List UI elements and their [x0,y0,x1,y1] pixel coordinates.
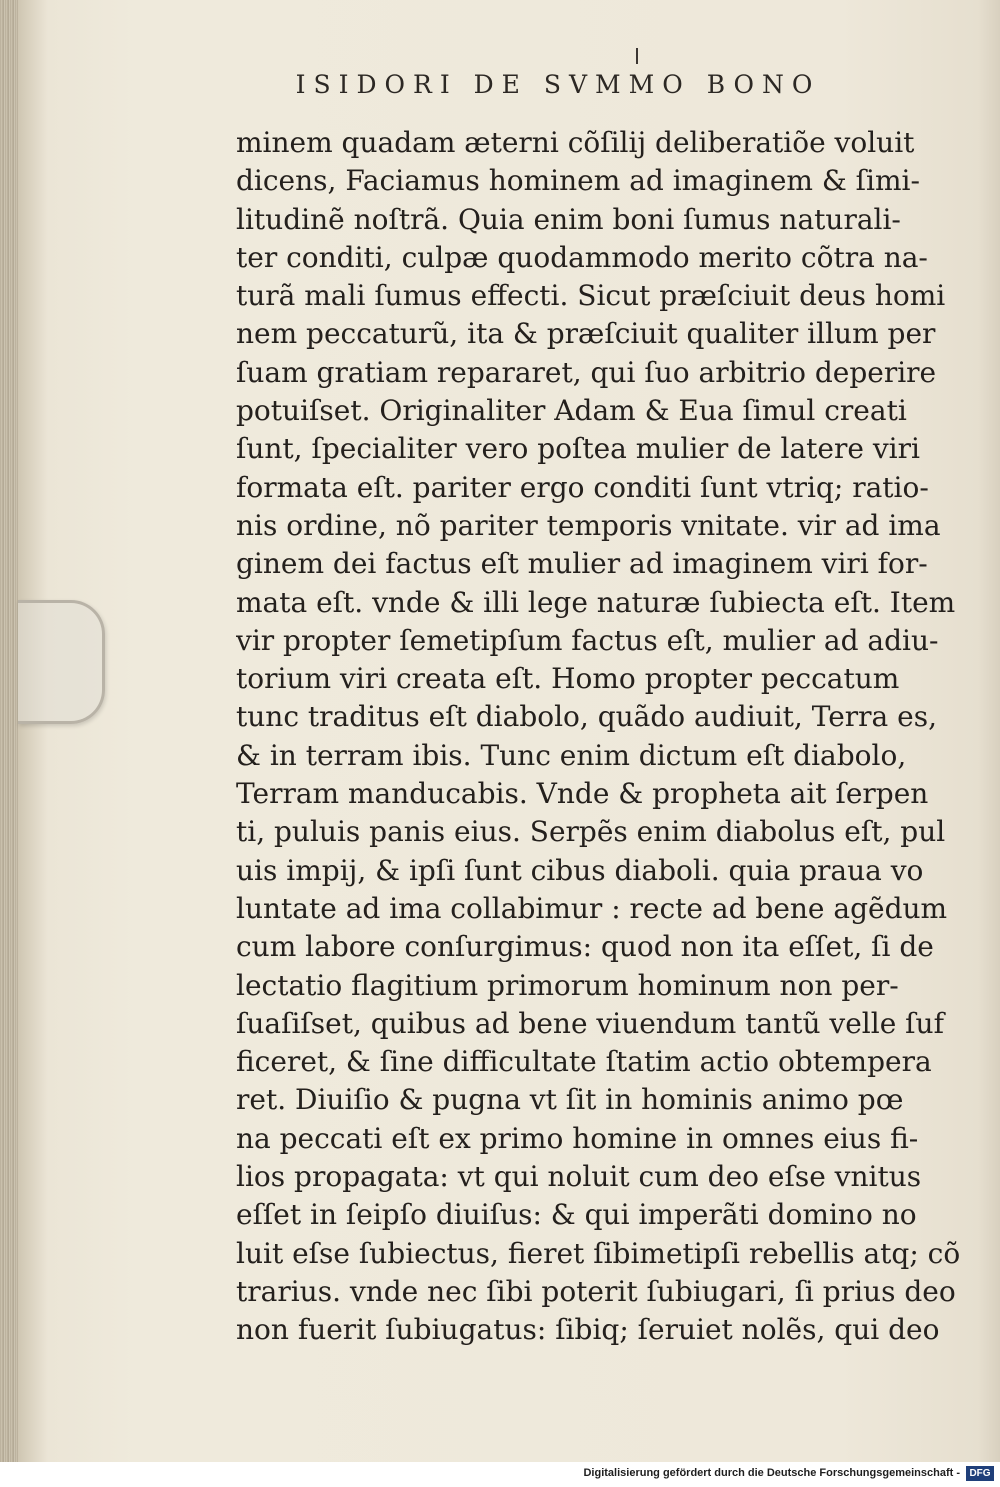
text-line: formata eſt. pariter ergo conditi ſunt vtriq; ratio- [236,470,929,504]
text-line: ti, puluis panis eius. Serpẽs enim diabolus eſt, pul [236,815,946,849]
text-line: ficeret, & ſine difficultate ſtatim actio obtempera [236,1045,932,1079]
page-clip [18,600,105,724]
text-line: cum labore conſurgimus: quod non ita eſſet, ſi de [236,930,934,964]
text-line: ſuaſiſset, quibus ad bene viuendum tantũ velle ſuf [236,1006,944,1040]
text-line: luit eſse ſubiectus, fieret ſibimetipſi rebellis atq; cõ [236,1236,961,1270]
text-line: minem quadam æterni cõſilij deliberatiõe voluit [236,126,915,159]
text-line: torium viri creata eſt. Homo propter peccatum [236,662,900,696]
page-paper [18,0,1000,1462]
text-line: & in terram ibis. Tunc enim dictum eſt diabolo, [236,738,907,772]
text-line: trarius. vnde nec ſibi poterit ſubiugari, ſi prius deo [236,1274,956,1308]
text-line: na peccati eſt ex primo homine in omnes eius fi- [236,1121,919,1155]
text-line: nis ordine, nõ pariter temporis vnitate. vir ad ima [236,508,941,542]
text-line: vir propter ſemetipſum factus eſt, mulier ad adiu- [236,623,939,657]
text-line: dicens, Faciamus hominem ad imaginem & ſimi- [236,164,920,198]
text-line: ſunt, ſpecialiter vero poſtea mulier de latere viri [236,432,920,466]
text-line: non fuerit ſubiugatus: ſibiq; ſeruiet nolẽs, qui deo [236,1313,940,1347]
text-line: turã mali ſumus effecti. Sicut præſciuit deus homi [236,279,946,313]
running-header: ISIDORI DE SVMMO BONO [295,70,821,99]
dfg-logo: DFG [966,1466,994,1481]
text-line: nem peccaturũ, ita & præſciuit qualiter illum per [236,317,936,351]
text-line: eſſet in ſeipſo diuiſus: & qui imperãti domino no [236,1198,917,1232]
text-line: uis impij, & ipſi ſunt cibus diaboli. quia praua vo [236,853,924,887]
text-line: Terram manducabis. Vnde & propheta ait ſerpen [236,777,929,811]
body-text [236,124,971,1350]
text-line: ginem dei factus eſt mulier ad imaginem viri for- [236,547,928,581]
text-line: ret. Diuiſio & pugna vt ſit in hominis animo pœ [236,1083,904,1117]
text-line: mata eſt. vnde & illi lege naturæ ſubiecta eſt. Item [236,585,956,619]
funding-credit: Digitalisierung gefördert durch die Deutsche Forschungsgemeinschaft - [583,1467,960,1479]
text-line: lios propagata: vt qui noluit cum deo eſse vnitus [236,1160,922,1194]
text-line: ter conditi, culpæ quodammodo merito cõtra na- [236,240,928,274]
text-line: lectatio flagitium primorum hominum non per- [236,968,899,1002]
text-line: tunc traditus eſt diabolo, quãdo audiuit, Terra es, [236,700,937,734]
page-mark [636,48,638,64]
text-line: ſuam gratiam repararet, qui ſuo arbitrio deperire [236,355,937,389]
text-line: potuiſset. Originaliter Adam & Eua ſimul creati [236,394,907,428]
text-line: luntate ad ima collabimur : recte ad bene agẽdum [236,891,948,925]
footer-bar [0,1462,1000,1487]
text-line: litudinẽ noſtrã. Quia enim boni ſumus naturali- [236,202,901,236]
